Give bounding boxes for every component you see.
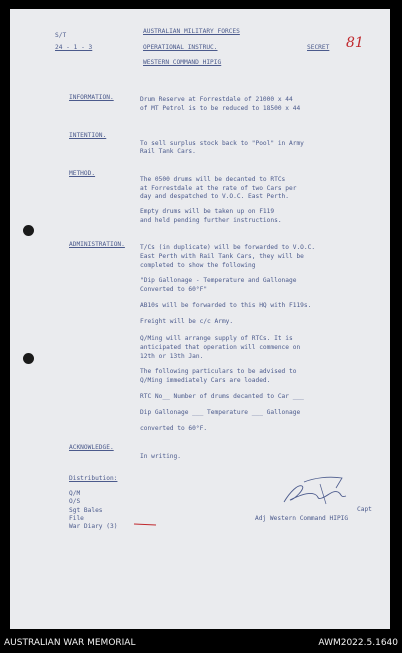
handwritten-signature xyxy=(280,474,352,508)
body-line: converted to 60°F. xyxy=(140,425,208,432)
red-tick-mark xyxy=(132,521,158,527)
body-line: East Perth with Rail Tank Cars, they will be xyxy=(140,253,304,260)
body-line: Drum Reserve at Forrestdale of 21000 x 44 xyxy=(140,96,293,103)
punch-hole xyxy=(23,225,34,236)
section-heading-acknowledge: ACKNOWLEDGE. xyxy=(69,444,114,451)
body-line: Q/Ming will arrange supply of RTCs. It is xyxy=(140,335,293,342)
body-line: Dip Gallonage ___ Temperature ___ Gallonage xyxy=(140,409,301,416)
footer-accession-number: AWM2022.5.1640 xyxy=(318,638,398,648)
header-line-2: OPERATIONAL INSTRUC. xyxy=(143,44,218,51)
file-ref: S/T xyxy=(55,32,67,39)
distribution-heading: Distribution: xyxy=(69,475,118,482)
body-line: In writing. xyxy=(140,453,181,460)
body-line: AB10s will be forwarded to this HQ with F119s. xyxy=(140,302,312,309)
body-line: "Dip Gallonage - Temperature and Gallonage xyxy=(140,277,297,284)
distribution-item: O/S xyxy=(69,498,81,505)
body-line: Rail Tank Cars. xyxy=(140,148,196,155)
page-number-handwritten: 81 xyxy=(346,35,364,51)
distribution-item: Sgt Bales xyxy=(69,507,103,514)
body-line: T/Cs (in duplicate) will be forwarded to V.O.C. xyxy=(140,244,316,251)
body-line: day and despatched to V.O.C. East Perth. xyxy=(140,193,290,200)
section-heading-intention: INTENTION. xyxy=(69,132,107,139)
section-heading-information: INFORMATION. xyxy=(69,94,114,101)
header-line-1: AUSTRALIAN MILITARY FORCES xyxy=(143,28,240,35)
section-heading-method: METHOD. xyxy=(69,170,96,177)
body-line: To sell surplus stock back to "Pool" in Army xyxy=(140,140,304,147)
body-line: Empty drums will be taken up on F119 xyxy=(140,208,275,215)
footer-institution: AUSTRALIAN WAR MEMORIAL xyxy=(4,638,136,648)
body-line: The 0500 drums will be decanted to RTCs xyxy=(140,176,286,183)
classification-mark: SECRET xyxy=(307,44,330,51)
body-line: RTC No__ Number of drums decanted to Car ___ xyxy=(140,393,304,400)
body-line: at Forrestdale at the rate of two Cars per xyxy=(140,185,297,192)
body-line: Q/Ming immediately Cars are loaded. xyxy=(140,377,271,384)
distribution-item: File xyxy=(69,515,84,522)
distribution-item: War Diary (3) xyxy=(69,523,118,530)
body-line: Freight will be c/c Army. xyxy=(140,318,234,325)
header-line-3: WESTERN COMMAND HIPIG xyxy=(143,59,222,66)
body-line: completed to show the following xyxy=(140,262,256,269)
distribution-item: Q/M xyxy=(69,490,81,497)
body-line: and held pending further instructions. xyxy=(140,217,282,224)
section-heading-administration: ADMINISTRATION. xyxy=(69,241,125,248)
file-ref-number: 24 - 1 - 3 xyxy=(55,44,93,51)
punch-hole xyxy=(23,353,34,364)
signatory-rank: Capt xyxy=(357,506,372,513)
body-line: The following particulars to be advised to xyxy=(140,368,297,375)
signatory-title: Adj Western Command HIPIG xyxy=(255,515,349,522)
body-line: 12th or 13th Jan. xyxy=(140,353,204,360)
body-line: of MT Petrol is to be reduced to 18500 x 44 xyxy=(140,105,301,112)
body-line: Converted to 60°F" xyxy=(140,286,208,293)
body-line: anticipated that operation will commence on xyxy=(140,344,301,351)
